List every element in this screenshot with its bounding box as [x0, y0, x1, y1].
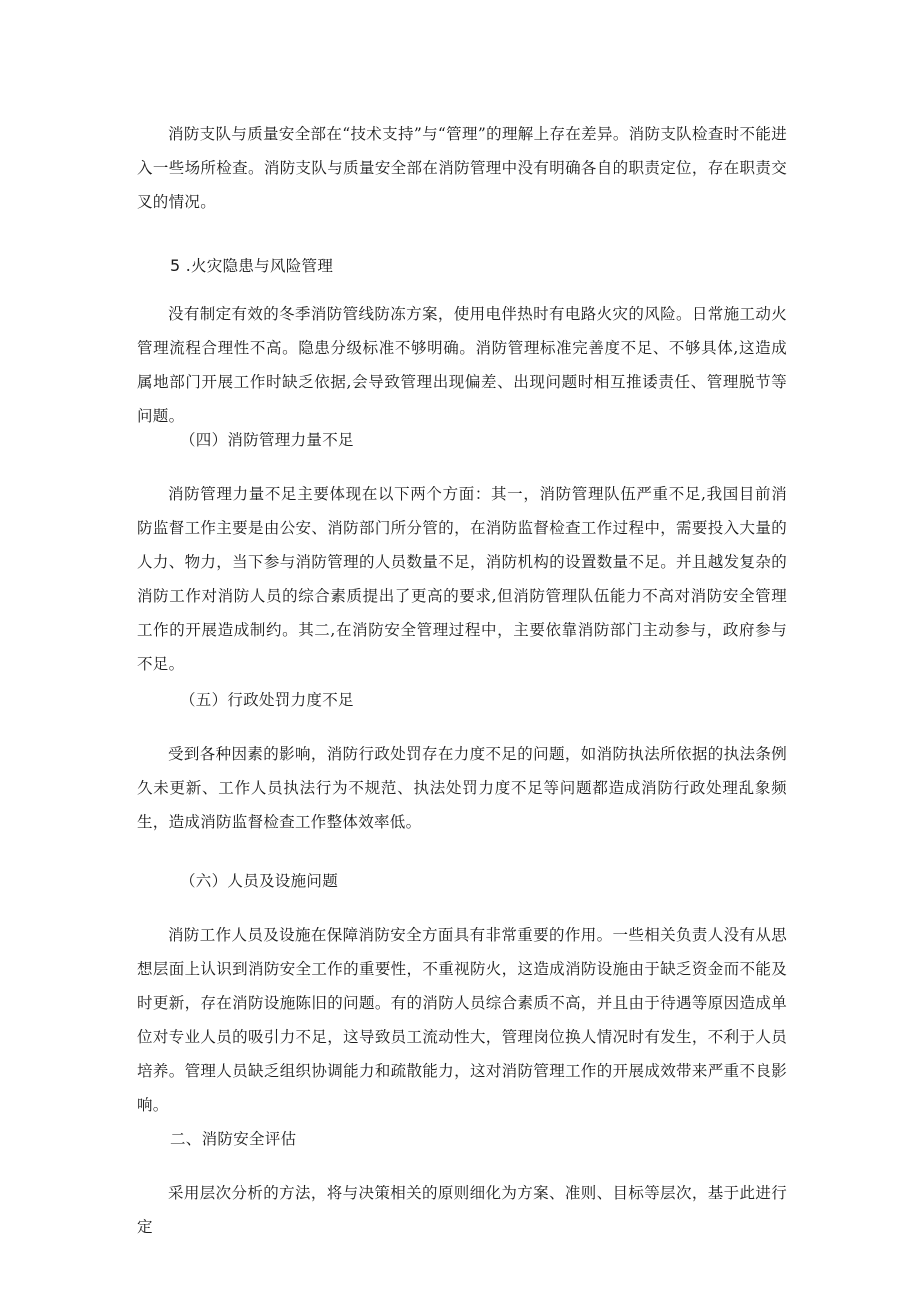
paragraph-fire-brigade-differences: 消防支队与质量安全部在“技术支持”与“管理”的理解上存在差异。消防支队检查时不能进入一些场所检查。消防支队与质量安全部在消防管理中没有明确各自的职责定位，存在职责交叉的情况。 [137, 125, 787, 211]
heading-insufficient-penalties: （五）行政处罚力度不足 [180, 691, 354, 709]
heading-fire-hazard-risk [170, 249, 333, 283]
heading-insufficient-management-force: （四）消防管理力量不足 [180, 431, 354, 449]
paragraph-personnel-facilities: 消防工作人员及设施在保障消防安全方面具有非常重要的作用。一些相关负责人没有从思想层面上认识到消防安全工作的重要性，不重视防火，这造成消防设施由于缺乏资金而不能及时更新，存在消防设施陈旧的问题。有的消防人员综合素质不高，并且由于待遇等原因造成单位对专业人员的吸引力不足，这导致员工流动性大，管理岗位换人情况时有发生，不利于人员培养。管理人员缺乏组织协调能力和疏散能力，这对消防管理工作的开展成效带来严重不良影响。 [137, 926, 787, 1114]
paragraph-fire-hazard-risk: 没有制定有效的冬季消防管线防冻方案，使用电伴热时有电路火灾的风险。日常施工动火管理流程合理性不高。隐患分级标准不够明确。消防管理标准完善度不足、不够具体,这造成属地部门开展工作时缺乏依据,会导致管理出现偏差、出现问题时相互推诿责任、管理脱节等问题。 [137, 305, 787, 425]
heading-fire-safety-assessment: 二、消防安全评估 [170, 1130, 297, 1148]
heading-number: 5 [170, 256, 181, 275]
paragraph-insufficient-management-force: 消防管理力量不足主要体现在以下两个方面：其一，消防管理队伍严重不足,我国目前消防监督工作主要是由公安、消防部门所分管的，在消防监督检查工作过程中，需要投入大量的人力、物力，当下参与消防管理的人员数量不足，消防机构的设置数量不足。并且越发复杂的消防工作对消防人员的综合素质提出了更高的要求,但消防管理队伍能力不高对消防安全管理工作的开展造成制约。其二,在消防安全管理过程中，主要依靠消防部门主动参与，政府参与不足。 [137, 485, 787, 673]
paragraph-insufficient-penalties: 受到各种因素的影响，消防行政处罚存在力度不足的问题，如消防执法所依据的执法条例久未更新、工作人员执法行为不规范、执法处罚力度不足等问题都造成消防行政处理乱象频生，造成消防监督检查工作整体效率低。 [137, 745, 787, 831]
paragraph-fire-safety-assessment: 采用层次分析的方法，将与决策相关的原则细化为方案、准则、目标等层次，基于此进行定 [137, 1184, 787, 1236]
heading-personnel-facilities: （六）人员及设施问题 [180, 872, 339, 890]
heading-text: .火灾隐患与风险管理 [185, 257, 334, 275]
